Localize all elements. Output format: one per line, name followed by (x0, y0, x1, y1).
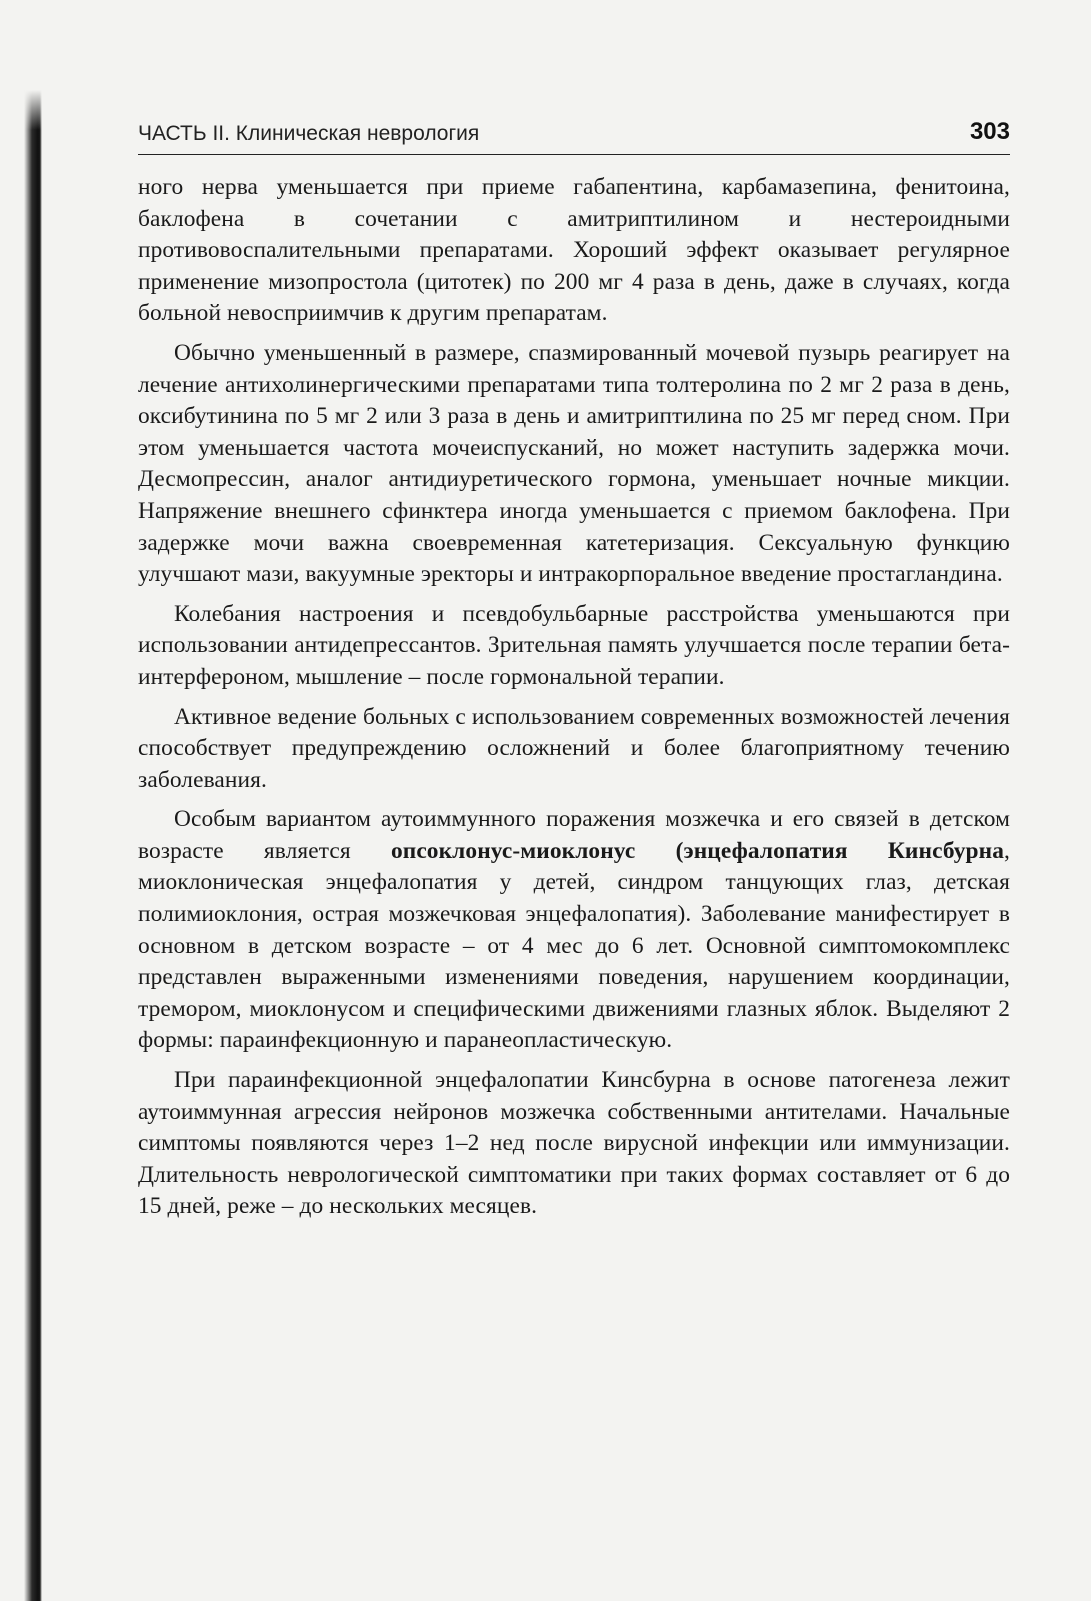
paragraph-continuation: ного нерва уменьшается при приеме габапентина, карбамазепина, фенитоина, баклофена в сочетании с амитриптилином и нестероидными противовоспалительными препаратами. Хороший эффект оказывает регулярное применение мизопростола (цитотек) по 200 мг 4 раза в день, даже в случаях, когда больной невосприимчив к другим препаратам. (138, 174, 1010, 327)
term-opsoclonus-myoclonus: опсоклонус-миоклонус (энцефалопатия Кинсбурна (390, 837, 1005, 864)
paragraph-opsoclonus-rest: , миоклоническая энцефалопатия у детей, синдром танцующих глаз, детская полимиоклония, острая мозжечковая энцефалопатия). Заболевание манифестирует в основном в детском возрасте – от 4 мес до 6 лет. Основной симптомокомплекс представлен выраженными изменениями поведения, нарушением координации, тремором, миоклонусом и специфическими движениями глазных яблок. Выделяют 2 формы: параинфекционную и паранеопластическую. (138, 837, 1010, 1054)
running-head: ЧАСТЬ II. Клиническая неврология (138, 122, 480, 145)
paragraph-parainfectious: При параинфекционной энцефалопатии Кинсбурна в основе патогенеза лежит аутоиммунная агрессия нейронов мозжечка собственными антителами. Начальные симптомы появляются через 1–2 нед после вирусной инфекции или иммунизации. Длительность неврологической симптоматики при таких формах составляет от 6 до 15 дней, реже – до нескольких месяцев. (138, 1067, 1010, 1220)
paragraph-bladder: Обычно уменьшенный в размере, спазмированный мочевой пузырь реагирует на лечение антихолинергическими препаратами типа толтеролина по 2 мг 2 раза в день, оксибутинина по 5 мг 2 или 3 раза в день и амитриптилина по 25 мг перед сном. При этом уменьшается частота мочеиспусканий, но может наступить задержка мочи. Десмопрессин, аналог антидиуретического гормона, уменьшает ночные микции. Напряжение внешнего сфинктера иногда уменьшается с приемом баклофена. При задержке мочи важна своевременная катетеризация. Сексуальную функцию улучшают мази, вакуумные эректоры и интракорпоральное введение простагландина. (138, 339, 1010, 588)
binding-edge-fade (0, 0, 46, 130)
page-header (138, 118, 1010, 155)
page-number: 303 (969, 118, 1010, 145)
paragraph-mood: Колебания настроения и псевдобульбарные расстройства уменьшаются при использовании антидепрессантов. Зрительная память улучшается после терапии бета-интерфероном, мышление – после гормональной терапии. (138, 600, 1010, 690)
body-text (138, 172, 1010, 1231)
binding-edge-shadow (0, 0, 42, 1601)
paragraph-opsoclonus-lead: Особым вариантом аутоиммунного поражения мозжечка и его связей в детском возрасте является (138, 806, 1010, 864)
paragraph-management: Активное ведение больных с использованием современных возможностей лечения способствует предупреждению осложнений и более благоприятному течению заболевания. (138, 703, 1010, 793)
paragraph-opsoclonus (138, 804, 1010, 1057)
